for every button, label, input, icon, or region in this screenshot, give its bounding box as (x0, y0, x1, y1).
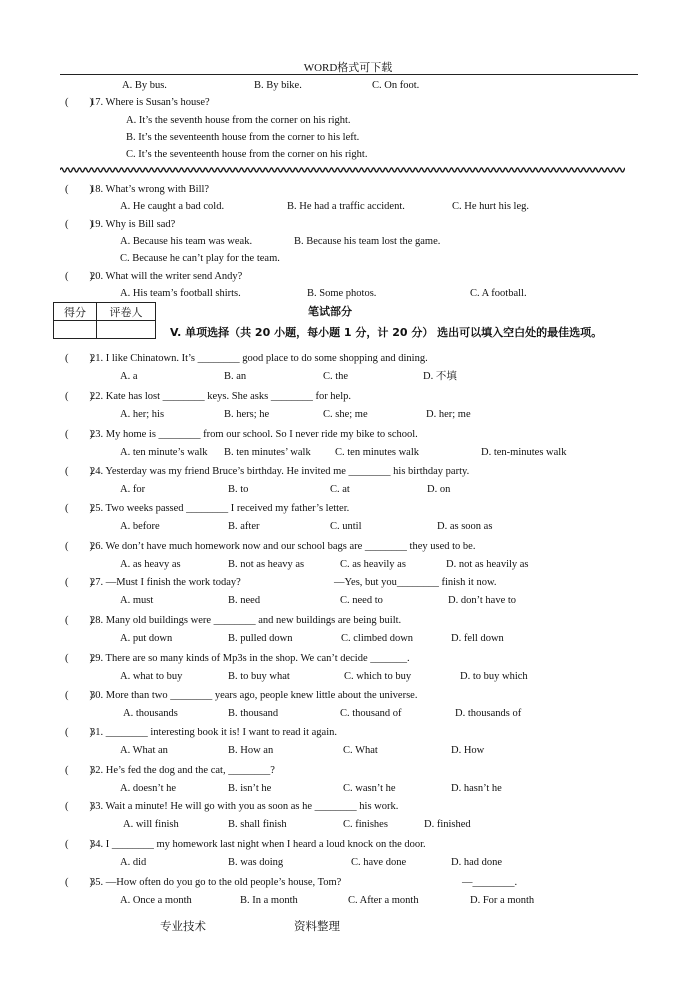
q30-stem: 30. More than two ________ years ago, people knew little about the universe. (90, 690, 418, 701)
q31-option-a: A. What an (120, 745, 168, 756)
q21-stem: 21. I like Chinatown. It’s ________ good place to do some shopping and dining. (90, 353, 428, 364)
q19-option-b: B. Because his team lost the game. (294, 236, 441, 247)
q29-option-a: A. what to buy (120, 671, 183, 682)
section-title: 笔试部分 (308, 305, 352, 318)
q35-option-c: C. After a month (348, 895, 419, 906)
q20-option-c: C. A football. (470, 288, 527, 299)
q27-option-b: B. need (228, 595, 261, 606)
q27-option-c: C. need to (340, 595, 383, 606)
q26-stem: 26. We don’t have much homework now and our school bags are ________ they used to be. (90, 541, 476, 552)
q28-option-a: A. put down (120, 633, 173, 644)
q24-option-a: A. for (120, 484, 146, 495)
q33-option-a: A. will finish (123, 819, 179, 830)
q32-option-b: B. isn’t he (228, 783, 272, 794)
q34-answer-paren[interactable]: ( ) (65, 839, 93, 850)
wavy-divider (60, 166, 625, 174)
q19-stem: 19. Why is Bill sad? (90, 219, 176, 230)
q26-option-c: C. as heavily as (340, 559, 406, 570)
q18-option-b: B. He had a traffic accident. (287, 201, 405, 212)
q28-option-b: B. pulled down (228, 633, 293, 644)
q26-option-a: A. as heavy as (120, 559, 181, 570)
q22-option-a: A. her; his (120, 409, 165, 420)
score-label: 得分 (54, 303, 97, 321)
q23-answer-paren[interactable]: ( ) (65, 429, 93, 440)
q34-option-d: D. had done (451, 857, 503, 868)
q22-option-b: B. hers; he (224, 409, 270, 420)
grader-cell[interactable] (97, 321, 156, 339)
section-instruction: V. 单项选择（共 20 小题，每小题 1 分，计 20 分） 选出可以填入空白处的最佳选项。 (170, 326, 603, 339)
q27-stem: 27. —Must I finish the work today? (90, 577, 241, 588)
q35-stem: 35. —How often do you go to the old people’s house, Tom? (90, 877, 342, 888)
q20-answer-paren[interactable]: ( ) (65, 271, 93, 282)
q18-answer-paren[interactable]: ( ) (65, 184, 93, 195)
q20-option-a: A. His team’s football shirts. (120, 288, 241, 299)
q26-option-b: B. not as heavy as (228, 559, 305, 570)
q25-option-c: C. until (330, 521, 362, 532)
q21-option-d: D. 不填 (423, 371, 457, 382)
q24-stem: 24. Yesterday was my friend Bruce’s birthday. He invited me ________ his birthday party. (90, 466, 470, 477)
q34-stem: 34. I ________ my homework last night when I heard a loud knock on the door. (90, 839, 426, 850)
q29-option-c: C. which to buy (344, 671, 412, 682)
q30-answer-paren[interactable]: ( ) (65, 690, 93, 701)
q17-option-c: C. It’s the seventeenth house from the corner on his right. (126, 149, 368, 160)
q24-option-d: D. on (427, 484, 451, 495)
q25-option-a: A. before (120, 521, 160, 532)
q25-stem: 25. Two weeks passed ________ I received my father’s letter. (90, 503, 350, 514)
q28-option-d: D. fell down (451, 633, 504, 644)
q20-option-b: B. Some photos. (307, 288, 377, 299)
q17-stem: 17. Where is Susan’s house? (90, 97, 210, 108)
q24-option-c: C. at (330, 484, 350, 495)
q34-option-b: B. was doing (228, 857, 284, 868)
q32-option-d: D. hasn’t he (451, 783, 502, 794)
q22-option-d: D. her; me (426, 409, 471, 420)
q32-stem: 32. He’s fed the dog and the cat, ________? (90, 765, 275, 776)
q23-stem: 23. My home is ________ from our school. So I never ride my bike to school. (90, 429, 418, 440)
q29-stem: 29. There are so many kinds of Mp3s in the shop. We can’t decide _______. (90, 653, 410, 664)
header-rule (60, 74, 638, 75)
q26-option-d: D. not as heavily as (446, 559, 529, 570)
q18-option-a: A. He caught a bad cold. (120, 201, 225, 212)
q16-option-a: A. By bus. (122, 80, 167, 91)
q33-option-d: D. finished (424, 819, 471, 830)
q21-option-b: B. an (224, 371, 247, 382)
score-cell[interactable] (54, 321, 97, 339)
q31-option-b: B. How an (228, 745, 274, 756)
q23-option-d: D. ten-minutes walk (481, 447, 567, 458)
footer-right: 资料整理 (294, 919, 340, 933)
q33-option-b: B. shall finish (228, 819, 287, 830)
q33-answer-paren[interactable]: ( ) (65, 801, 93, 812)
q20-stem: 20. What will the writer send Andy? (90, 271, 243, 282)
q27-response: —Yes, but you________ finish it now. (334, 577, 497, 588)
q19-answer-paren[interactable]: ( ) (65, 219, 93, 230)
q22-option-c: C. she; me (323, 409, 368, 420)
q30-option-b: B. thousand (228, 708, 279, 719)
q17-option-a: A. It’s the seventh house from the corner on his right. (126, 115, 351, 126)
q35-option-a: A. Once a month (120, 895, 192, 906)
q17-option-b: B. It’s the seventeenth house from the corner to his left. (126, 132, 360, 143)
q32-option-c: C. wasn’t he (343, 783, 396, 794)
q32-option-a: A. doesn’t he (120, 783, 177, 794)
q35-answer-paren[interactable]: ( ) (65, 877, 93, 888)
q25-option-d: D. as soon as (437, 521, 493, 532)
q34-option-a: A. did (120, 857, 147, 868)
q31-answer-paren[interactable]: ( ) (65, 727, 93, 738)
q32-answer-paren[interactable]: ( ) (65, 765, 93, 776)
q35-option-d: D. For a month (470, 895, 535, 906)
q26-answer-paren[interactable]: ( ) (65, 541, 93, 552)
q27-option-a: A. must (120, 595, 154, 606)
q19-option-a: A. Because his team was weak. (120, 236, 253, 247)
q30-option-d: D. thousands of (455, 708, 522, 719)
q30-option-a: A. thousands (123, 708, 178, 719)
q33-option-c: C. finishes (343, 819, 388, 830)
q23-option-b: B. ten minutes’ walk (224, 447, 311, 458)
q22-answer-paren[interactable]: ( ) (65, 391, 93, 402)
q33-stem: 33. Wait a minute! He will go with you as soon as he ________ his work. (90, 801, 399, 812)
q19-option-c: C. Because he can’t play for the team. (120, 253, 280, 264)
q24-option-b: B. to (228, 484, 249, 495)
q29-answer-paren[interactable]: ( ) (65, 653, 93, 664)
q34-option-c: C. have done (351, 857, 407, 868)
q23-option-a: A. ten minute’s walk (120, 447, 208, 458)
grader-label: 评卷人 (97, 303, 156, 321)
q30-option-c: C. thousand of (340, 708, 402, 719)
q22-stem: 22. Kate has lost ________ keys. She asks ________ for help. (90, 391, 352, 402)
q31-option-c: C. What (343, 745, 378, 756)
q25-option-b: B. after (228, 521, 260, 532)
q28-stem: 28. Many old buildings were ________ and new buildings are being built. (90, 615, 402, 626)
q28-option-c: C. climbed down (341, 633, 414, 644)
q18-option-c: C. He hurt his leg. (452, 201, 529, 212)
q27-answer-paren[interactable]: ( ) (65, 577, 93, 588)
q31-stem: 31. ________ interesting book it is! I want to read it again. (90, 727, 337, 738)
q29-option-d: D. to buy which (460, 671, 528, 682)
q27-option-d: D. don’t have to (448, 595, 517, 606)
q17-answer-paren[interactable]: ( ) (65, 97, 93, 108)
q16-option-b: B. By bike. (254, 80, 302, 91)
q21-answer-paren[interactable]: ( ) (65, 353, 93, 364)
q16-option-c: C. On foot. (372, 80, 420, 91)
q35-response: —________. (462, 877, 518, 888)
q28-answer-paren[interactable]: ( ) (65, 615, 93, 626)
q21-option-a: A. a (120, 371, 138, 382)
q35-option-b: B. In a month (240, 895, 298, 906)
q29-option-b: B. to buy what (228, 671, 290, 682)
q23-option-c: C. ten minutes walk (335, 447, 419, 458)
q31-option-d: D. How (451, 745, 485, 756)
q18-stem: 18. What’s wrong with Bill? (90, 184, 210, 195)
q21-option-c: C. the (323, 371, 349, 382)
q25-answer-paren[interactable]: ( ) (65, 503, 93, 514)
q24-answer-paren[interactable]: ( ) (65, 466, 93, 477)
footer-left: 专业技术 (160, 919, 206, 933)
page-header: WORD格式可下载 (303, 62, 393, 74)
